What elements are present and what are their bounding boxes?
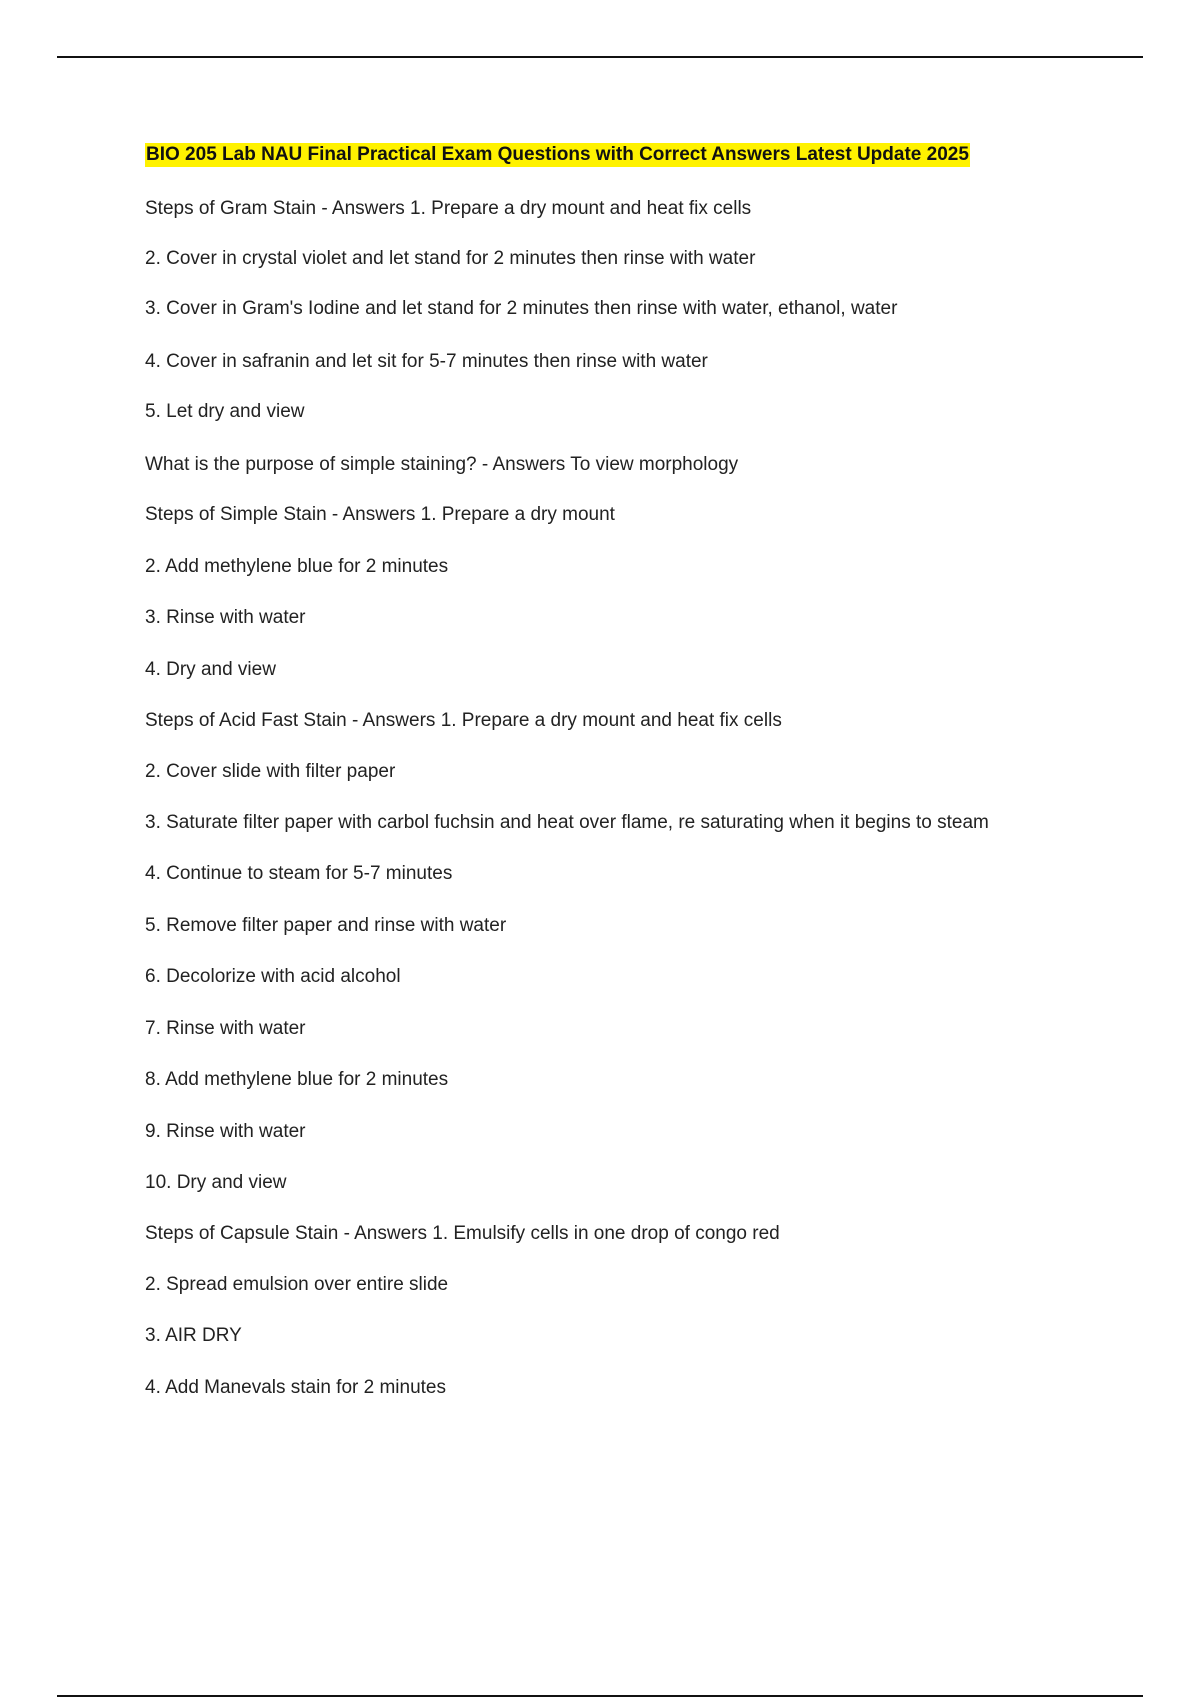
document-line: 3. Rinse with water — [145, 607, 306, 628]
document-line: Steps of Acid Fast Stain - Answers 1. Prepare a dry mount and heat fix cells — [145, 710, 782, 731]
document-line: 2. Cover slide with filter paper — [145, 761, 396, 782]
document-line: 4. Add Manevals stain for 2 minutes — [145, 1377, 446, 1398]
document-line: What is the purpose of simple staining? - Answers To view morphology — [145, 454, 739, 475]
document-line: Steps of Simple Stain - Answers 1. Prepare a dry mount — [145, 504, 615, 525]
document-body — [145, 143, 1145, 1398]
document-line: 3. AIR DRY — [145, 1325, 242, 1346]
document-line: 5. Let dry and view — [145, 401, 305, 422]
document-line: 3. Saturate filter paper with carbol fuchsin and heat over flame, re saturating when it begins to steam — [145, 812, 989, 833]
document-line: Steps of Capsule Stain - Answers 1. Emulsify cells in one drop of congo red — [145, 1223, 780, 1244]
document-line: 3. Cover in Gram's Iodine and let stand for 2 minutes then rinse with water, ethanol, water — [145, 298, 898, 319]
document-line: 5. Remove filter paper and rinse with water — [145, 915, 507, 936]
footer-rule — [57, 1695, 1143, 1697]
document-line: 8. Add methylene blue for 2 minutes — [145, 1069, 449, 1090]
document-line: 4. Dry and view — [145, 659, 276, 680]
document-line: 10. Dry and view — [145, 1172, 287, 1193]
document-line: 4. Cover in safranin and let sit for 5-7 minutes then rinse with water — [145, 351, 708, 372]
document-line: 7. Rinse with water — [145, 1018, 306, 1039]
document-line: 2. Spread emulsion over entire slide — [145, 1274, 449, 1295]
document-line: 4. Continue to steam for 5-7 minutes — [145, 863, 453, 884]
document-line: 9. Rinse with water — [145, 1121, 306, 1142]
document-line: Steps of Gram Stain - Answers 1. Prepare a dry mount and heat fix cells — [145, 198, 752, 219]
document-line: 2. Add methylene blue for 2 minutes — [145, 556, 449, 577]
document-title: BIO 205 Lab NAU Final Practical Exam Questions with Correct Answers Latest Update 2025 — [146, 144, 969, 165]
document-line: 6. Decolorize with acid alcohol — [145, 966, 401, 987]
document-line: 2. Cover in crystal violet and let stand for 2 minutes then rinse with water — [145, 248, 756, 269]
header-rule — [57, 56, 1143, 58]
